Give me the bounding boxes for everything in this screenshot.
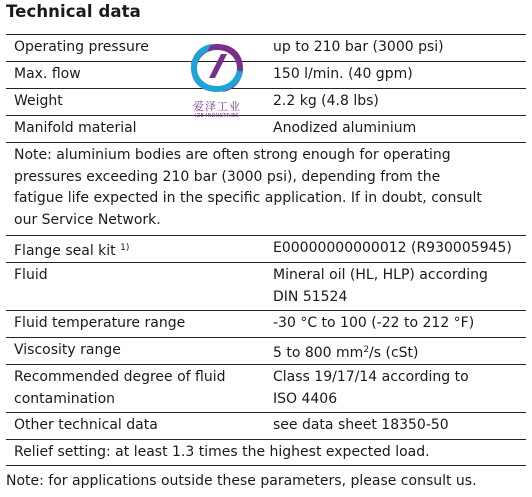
note-row: [6, 143, 526, 236]
row-value: Anodized aluminium: [273, 120, 417, 136]
note-line: our Service Network.: [14, 211, 161, 228]
row-value: up to 210 bar (3000 psi): [273, 39, 444, 55]
row-label: [14, 238, 129, 263]
table-row: [6, 89, 526, 116]
value-line: ISO 4406: [273, 390, 338, 407]
label-line: Recommended degree of fluid: [14, 369, 226, 385]
relief-row: [6, 440, 526, 466]
row-value: E00000000000012 (R930005945): [273, 240, 512, 256]
flange-label: Flange seal kit: [14, 243, 116, 259]
table-row: [6, 365, 526, 413]
technical-data-table: [6, 34, 526, 466]
value-line: Mineral oil (HL, HLP) according: [273, 267, 488, 283]
relief-text: Relief setting: at least 1.3 times the highest expected load.: [14, 444, 430, 460]
table-row: [6, 62, 526, 89]
value-superscript: 2: [363, 345, 370, 355]
row-label: Operating pressure: [14, 39, 149, 55]
value-line: DIN 51524: [273, 288, 348, 305]
table-row: [6, 35, 526, 62]
row-label: [14, 367, 226, 410]
watermark-chinese: 爱泽工业: [193, 100, 241, 113]
table-row: [6, 338, 526, 365]
note-line: Note: aluminium bodies are often strong enough for operating: [14, 147, 451, 163]
value-part: 5 to 800 mm: [273, 345, 364, 361]
table-row: [6, 263, 526, 311]
section-title: Technical data: [6, 2, 141, 21]
row-value: see data sheet 18350-50: [273, 417, 449, 433]
note-line: fatigue life expected in the specific application. If in doubt, consult: [14, 190, 482, 206]
value-part: /s (cSt): [369, 345, 419, 361]
row-label: Fluid: [14, 267, 48, 283]
row-label: Weight: [14, 93, 63, 109]
row-value: 150 l/min. (40 gpm): [273, 66, 413, 82]
row-value: [273, 340, 419, 365]
footnote-marker: 1): [120, 243, 130, 253]
row-label: Max. flow: [14, 66, 81, 82]
row-label: Fluid temperature range: [14, 315, 186, 331]
footer-note: Note: for applications outside these parameters, please consult us.: [6, 473, 477, 489]
row-label: Viscosity range: [14, 342, 121, 358]
table-row: [6, 236, 526, 263]
note-line: pressures exceeding 210 bar (3000 psi), depending from the: [14, 168, 441, 185]
watermark-english: IZE INDUSTRIES: [194, 113, 240, 119]
ize-logo-icon: [187, 40, 247, 96]
row-value: 2.2 kg (4.8 lbs): [273, 93, 379, 109]
row-value: -30 °C to 100 (-22 to 212 °F): [273, 315, 475, 331]
label-line: contamination: [14, 390, 116, 407]
table-row: [6, 116, 526, 143]
note-text: [14, 145, 520, 231]
row-label: Manifold material: [14, 120, 137, 136]
ize-watermark-logo: [187, 40, 247, 120]
row-value: [273, 367, 469, 410]
value-line: Class 19/17/14 according to: [273, 369, 469, 385]
table-row: [6, 311, 526, 338]
row-value: [273, 265, 488, 308]
table-row: [6, 413, 526, 440]
row-label: Other technical data: [14, 417, 158, 433]
